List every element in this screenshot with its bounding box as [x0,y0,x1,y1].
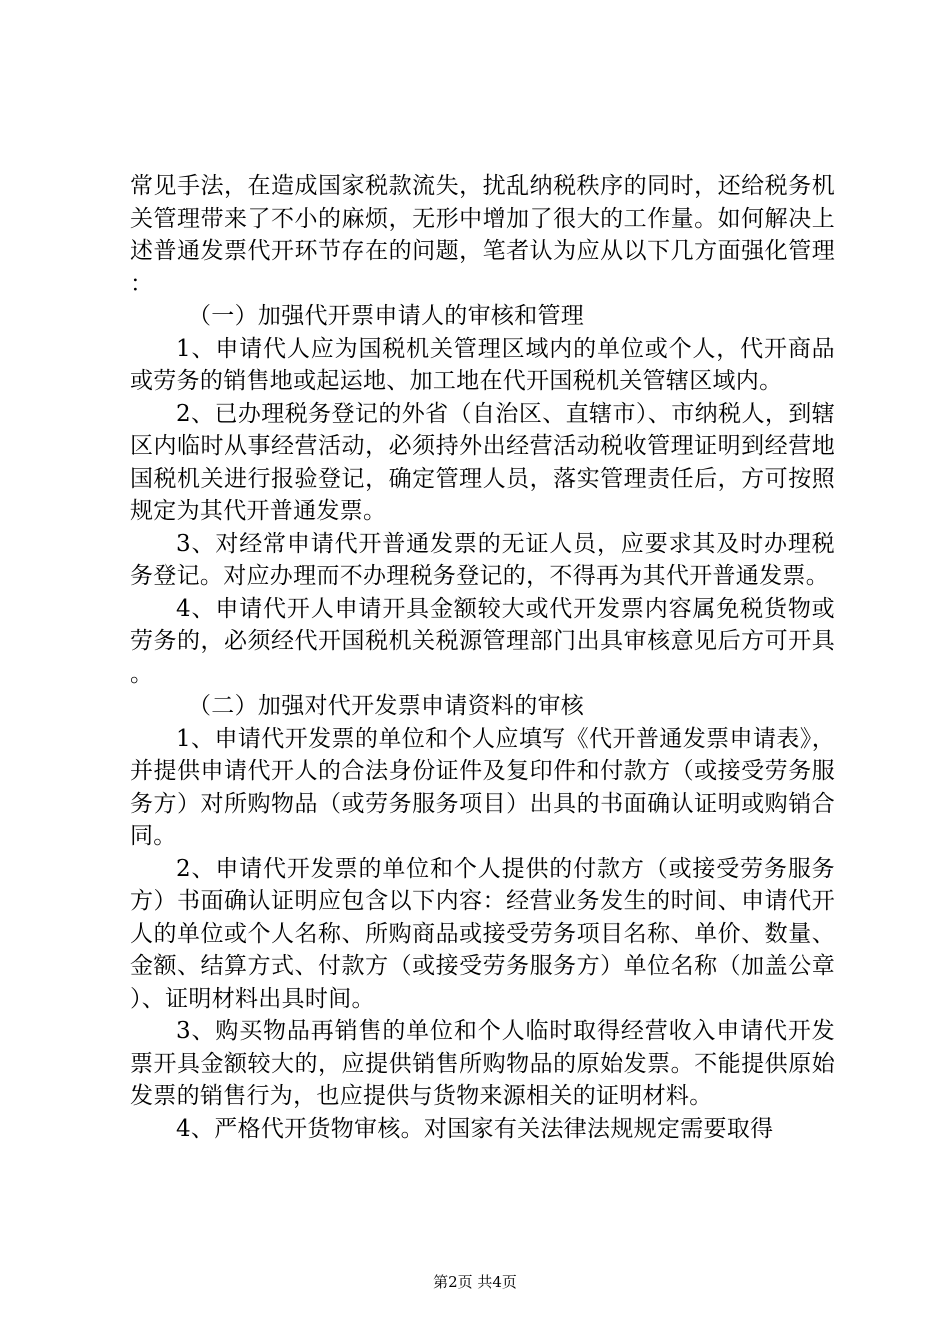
paragraph-2-3: 3、购买物品再销售的单位和个人临时取得经营收入申请代开发票开具金额较大的，应提供销售所购物品的原始发票。不能提供原始发票的销售行为，也应提供与货物来源相关的证明材料。 [130,1018,835,1109]
page-number-footer: 第2页 共4页 [433,1273,517,1291]
section-heading-1: （一）加强代开票申请人的审核和管理 [188,303,585,329]
paragraph-1-3: 3、对经常申请代开普通发票的无证人员，应要求其及时办理税务登记。对应办理而不办理税务登记的，不得再为其代开普通发票。 [130,530,835,589]
paragraph-2-2: 2、申请代开发票的单位和个人提供的付款方（或接受劳务服务方）书面确认证明应包含以下内容：经营业务发生的时间、申请代开人的单位或个人名称、所购商品或接受劳务项目名称、单价、数量、金额、结算方式、付款方（或接受劳务服务方）单位名称（加盖公章）、证明材料出具时间。 [130,855,835,1012]
document-body [130,170,835,1145]
paragraph-1-1: 1、申请代人应为国税机关管理区域内的单位或个人，代开商品或劳务的销售地或起运地、加工地在代开国税机关管辖区域内。 [130,335,835,394]
paragraph-1-4: 4、申请代开人申请开具金额较大或代开发票内容属免税货物或劳务的，必须经代开国税机关税源管理部门出具审核意见后方可开具。 [130,595,835,687]
paragraph-intro: 常见手法，在造成国家税款流失，扰乱纳税秩序的同时，还给税务机关管理带来了不小的麻烦，无形中增加了很大的工作量。如何解决上述普通发票代开环节存在的问题，笔者认为应从以下几方面强化管理： [130,173,835,297]
paragraph-1-2: 2、已办理税务登记的外省（自治区、直辖市）、市纳税人，到辖区内临时从事经营活动，必须持外出经营活动税收管理证明到经营地国税机关进行报验登记，确定管理人员，落实管理责任后，方可按照规定为其代开普通发票。 [130,400,835,524]
paragraph-2-4: 4、严格代开货物审核。对国家有关法律法规规定需要取得 [176,1115,774,1142]
section-heading-2: （二）加强对代开发票申请资料的审核 [188,693,585,719]
paragraph-2-1: 1、申请代开发票的单位和个人应填写《代开普通发票申请表》，并提供申请代开人的合法身份证件及复印件和付款方（或接受劳务服务方）对所购物品（或劳务服务项目）出具的书面确认证明或购销合同。 [130,725,835,849]
